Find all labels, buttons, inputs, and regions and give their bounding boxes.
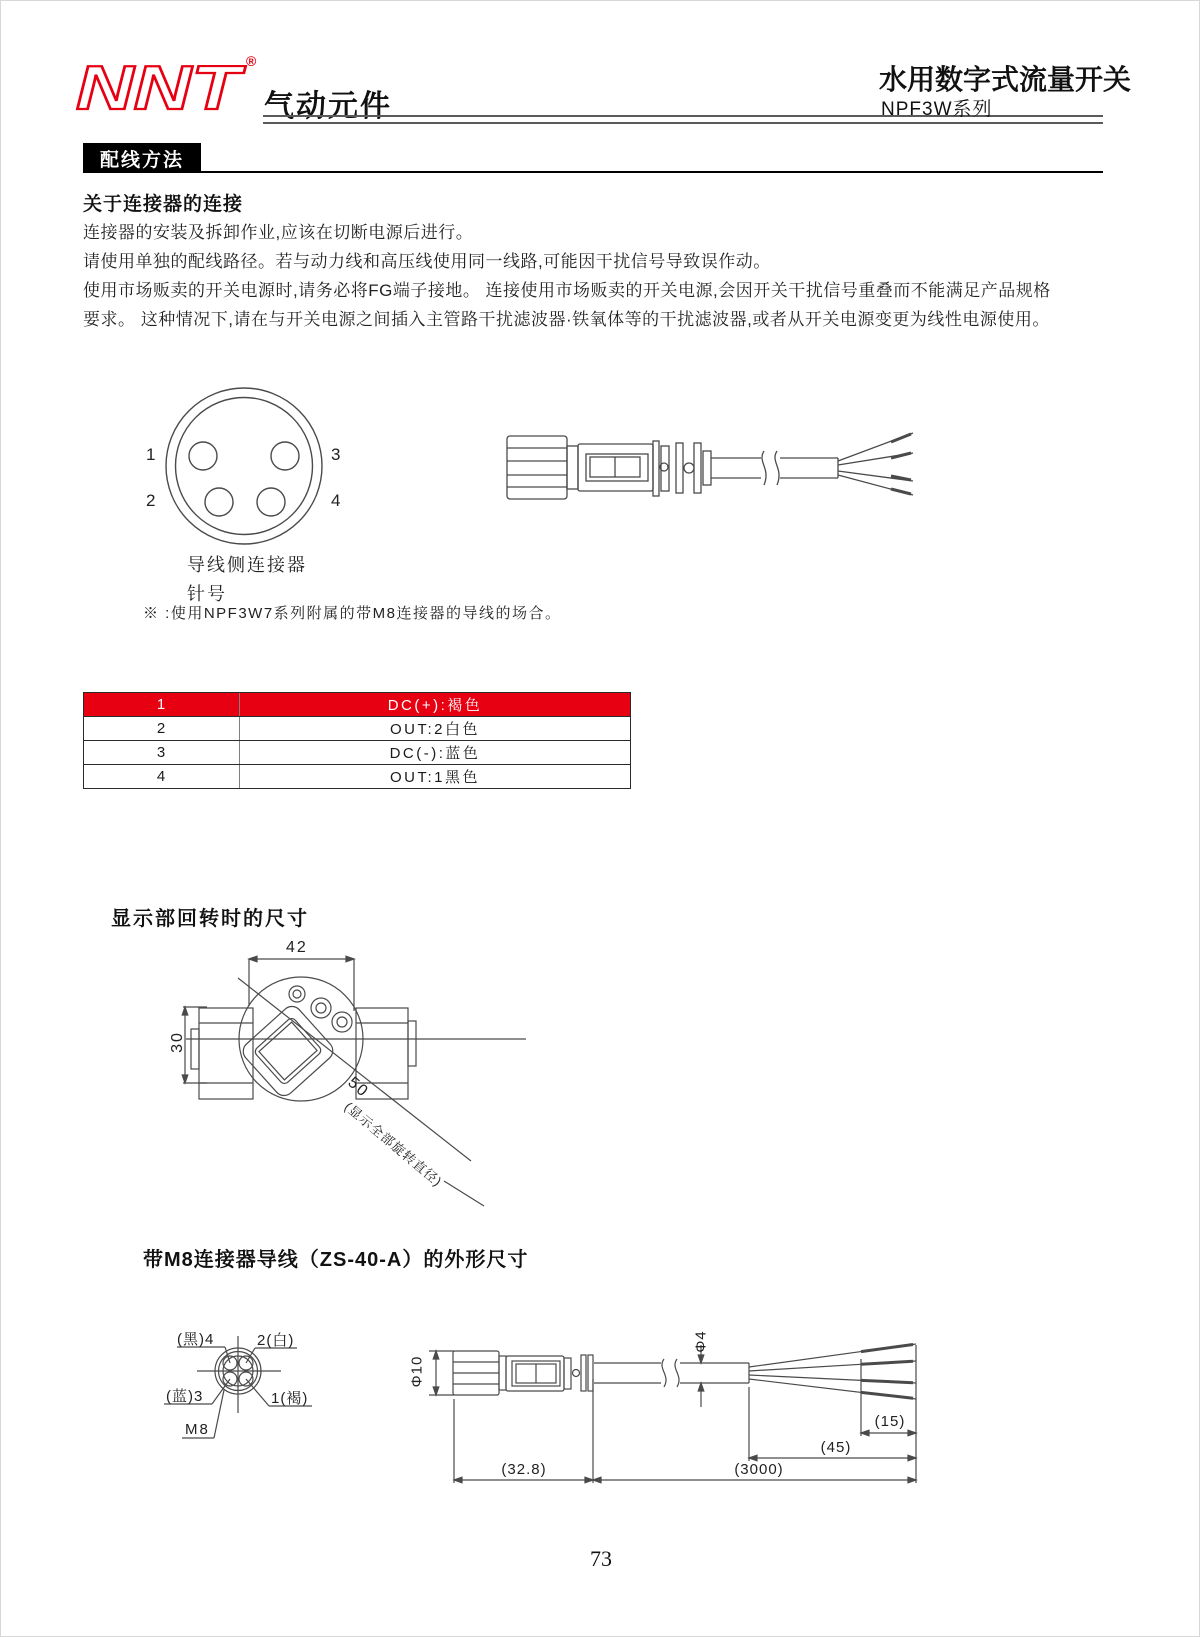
wire-label-brown-1: 1(褐) bbox=[271, 1390, 309, 1407]
connector-caption: 导线侧连接器 bbox=[187, 555, 307, 575]
table-cell-pin: 2 bbox=[84, 717, 240, 740]
dim-45: (45) bbox=[820, 1439, 852, 1456]
table-cell-desc: DC(+):褐色 bbox=[387, 697, 483, 714]
table-cell-desc: OUT:1黑色 bbox=[389, 769, 480, 786]
table-row bbox=[84, 716, 630, 740]
brand-logo bbox=[74, 51, 264, 125]
registered-mark: ® bbox=[246, 53, 257, 69]
table-row bbox=[84, 764, 630, 788]
table-row bbox=[84, 740, 630, 764]
intro-heading: 关于连接器的连接 bbox=[83, 194, 244, 215]
table-cell-desc: DC(-):蓝色 bbox=[389, 745, 481, 762]
pin-number-caption: 针号 bbox=[187, 584, 227, 604]
rotation-drawing bbox=[141, 901, 531, 1231]
series-name: NPF3W系列 bbox=[881, 99, 993, 120]
dim-height-30: 30 bbox=[168, 1031, 186, 1053]
logo-text: NNT bbox=[76, 54, 247, 123]
wire-label-white-2: 2(白) bbox=[257, 1332, 295, 1349]
page-title: 水用数字式流量开关 bbox=[879, 64, 1132, 95]
section-rule bbox=[83, 171, 1103, 173]
thread-label-m8: M8 bbox=[185, 1421, 210, 1438]
connector-face-drawing bbox=[151, 373, 341, 568]
m8-face-drawing bbox=[151, 1291, 341, 1451]
pin-assignment-table bbox=[83, 692, 631, 789]
cable-connector-drawing bbox=[501, 401, 921, 506]
table-cell-pin: 4 bbox=[84, 765, 240, 788]
pin-number-4: 4 bbox=[331, 491, 341, 510]
cable-heading: 带M8连接器导线（ZS-40-A）的外形尺寸 bbox=[143, 1249, 529, 1271]
intro-paragraph: 使用市场贩卖的开关电源时,请务必将FG端子接地。 连接使用市场贩卖的开关电源,会因开关干扰信号重叠而不能满足产品规格 bbox=[83, 281, 1051, 300]
brand-tagline: 气动元件 bbox=[264, 90, 392, 123]
table-cell-desc: OUT:2白色 bbox=[389, 721, 480, 738]
pin-number-3: 3 bbox=[331, 445, 341, 464]
connector-note: ※ :使用NPF3W7系列附属的带M8连接器的导线的场合。 bbox=[143, 605, 562, 622]
wire-label-blue-3: (蓝)3 bbox=[166, 1388, 204, 1405]
table-cell-pin: 1 bbox=[84, 693, 240, 716]
dim-3000: (3000) bbox=[734, 1461, 784, 1478]
pin-number-1: 1 bbox=[146, 445, 156, 464]
dim-width-42: 42 bbox=[286, 939, 308, 956]
dim-32-8: (32.8) bbox=[501, 1461, 547, 1478]
cable-side-drawing bbox=[406, 1331, 921, 1491]
dim-15: (15) bbox=[874, 1413, 906, 1430]
intro-paragraph: 要求。 这种情况下,请在与开关电源之间插入主管路干扰滤波器·铁氧体等的干扰滤波器,或者从开关电源变更为线性电源使用。 bbox=[83, 310, 1050, 329]
dim-dia10: Φ10 bbox=[408, 1355, 426, 1388]
intro-paragraph: 请使用单独的配线路径。若与动力线和高压线使用同一线路,可能因干扰信号导致误作动。 bbox=[83, 252, 771, 271]
table-row bbox=[84, 693, 630, 716]
intro-paragraph: 连接器的安装及拆卸作业,应该在切断电源后进行。 bbox=[83, 223, 474, 242]
table-cell-pin: 3 bbox=[84, 741, 240, 764]
dim-dia4: Φ4 bbox=[692, 1330, 710, 1353]
dim-diameter-50: 50 bbox=[344, 1074, 373, 1102]
section-tab: 配线方法 bbox=[83, 143, 201, 173]
rotation-diameter-note: (显示全部旋转直径) bbox=[341, 1099, 446, 1190]
page-number: 73 bbox=[590, 1546, 612, 1571]
rotation-heading: 显示部回转时的尺寸 bbox=[111, 908, 309, 930]
wire-label-black-4: (黑)4 bbox=[177, 1331, 215, 1348]
pin-number-2: 2 bbox=[146, 491, 156, 510]
